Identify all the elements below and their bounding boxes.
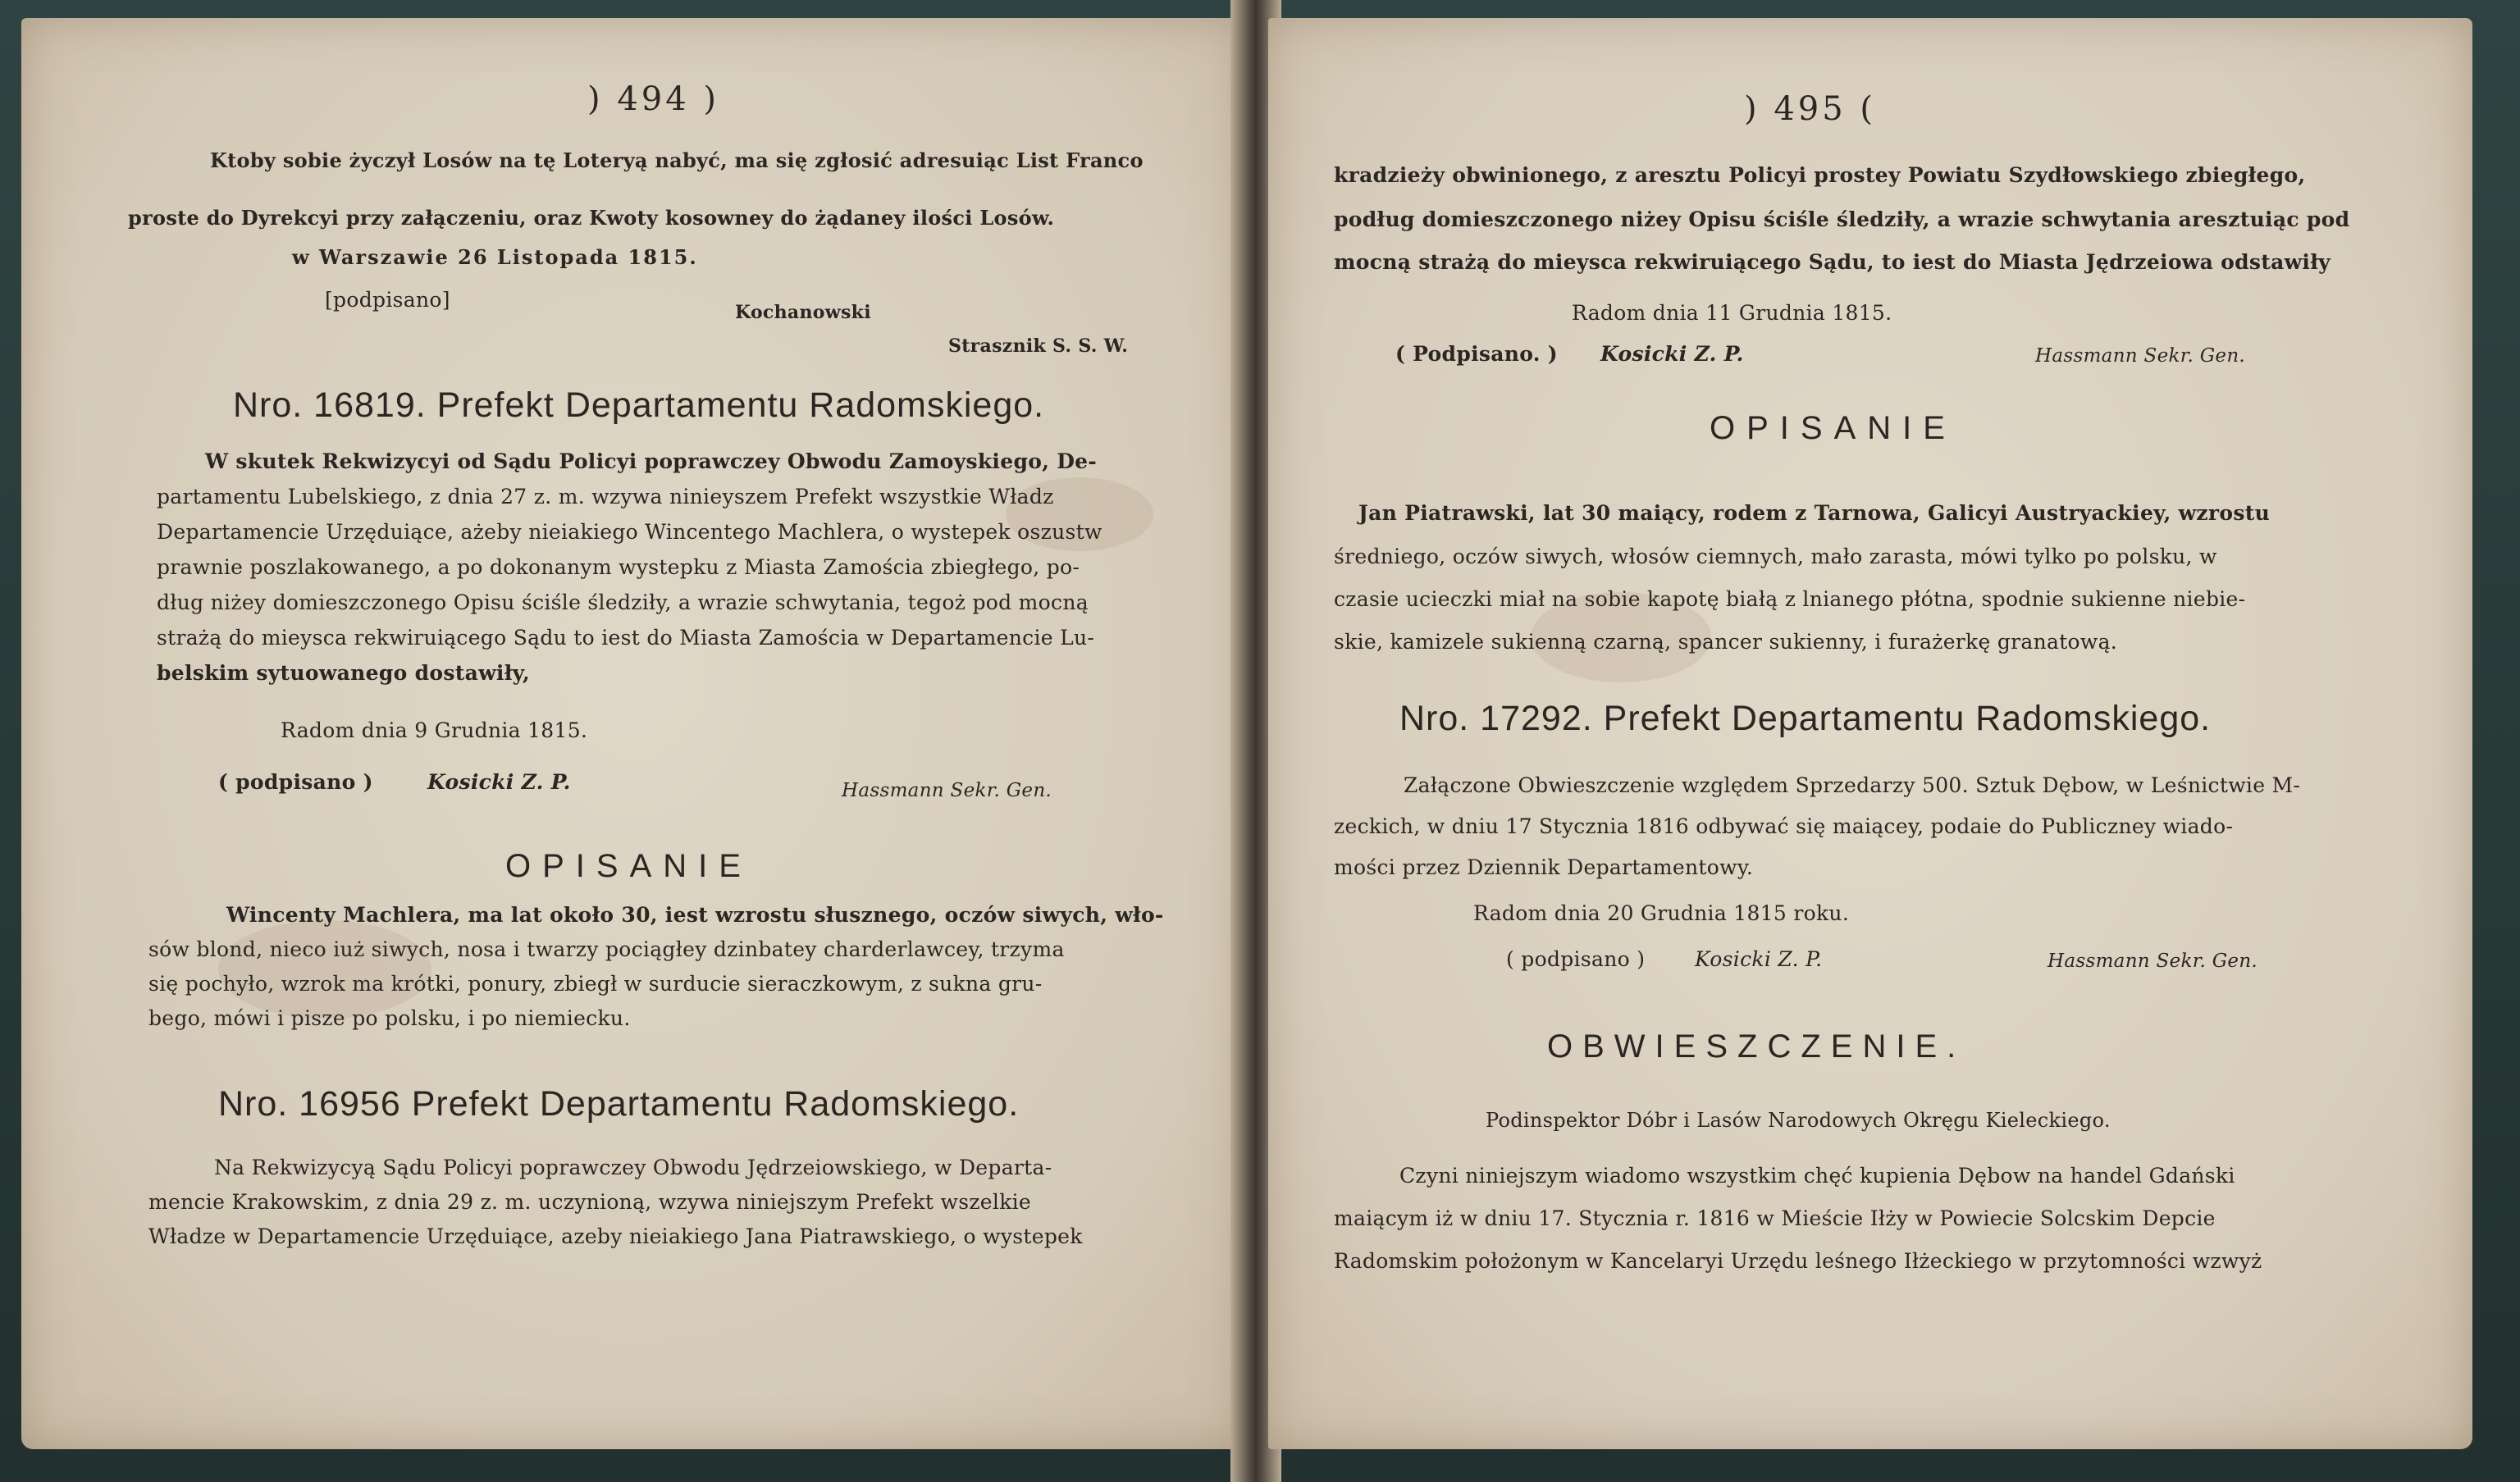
announcement-line: maiącym iż w dniu 17. Stycznia r. 1816 w Mieście Iłży w Powiecie Solcskim Depcie (1334, 1206, 2216, 1230)
signer-name: Kochanowski (735, 302, 871, 323)
notice-heading: Nro. 17292. Prefekt Departamentu Radomskiego. (1399, 699, 2212, 738)
notice-heading: Nro. 16956 Prefekt Departamentu Radomskiego. (218, 1084, 1020, 1124)
notice-line: prawnie poszlakowanego, a po dokonanym wystepku z Miasta Zamościa zbiegłego, po- (157, 555, 1080, 579)
secretary-name: Hassmann Sekr. Gen. (842, 780, 1052, 801)
description-line: Wincenty Machlera, ma lat około 30, iest wzrostu słusznego, oczów siwych, wło- (226, 903, 1164, 927)
section-title: OPISANIE (505, 848, 752, 884)
intro-line: w Warszawie 26 Listopada 1815. (292, 245, 698, 269)
notice-line: Załączone Obwieszczenie względem Sprzedarzy 500. Sztuk Dębow, w Leśnictwie M- (1404, 773, 2301, 797)
signed-label: ( Podpisano. ) (1395, 342, 1558, 366)
notice-line: zeckich, w dniu 17 Stycznia 1816 odbywać się maiącey, podaie do Publiczney wiado- (1334, 814, 2234, 838)
description-line: skie, kamizele sukienną czarną, spancer sukienny, i furażerkę granatową. (1334, 630, 2118, 654)
description-line: średniego, oczów siwych, włosów ciemnych, mało zarasta, mówi tylko po polsku, w (1334, 545, 2217, 568)
section-title: OPISANIE (1710, 410, 1956, 446)
signer-name: Kosicki Z. P. (427, 770, 571, 794)
signed-label: ( podpisano ) (1506, 947, 1646, 971)
notice-line: mencie Krakowskim, z dnia 29 z. m. uczynioną, wzywa niniejszym Prefekt wszelkie (148, 1190, 1032, 1214)
section-title: OBWIESZCZENIE. (1547, 1028, 1966, 1065)
description-line: Jan Piatrawski, lat 30 maiący, rodem z Tarnowa, Galicyi Austryackiey, wzrostu (1358, 501, 2271, 525)
intro-line: podług domieszczonego niżey Opisu ściśle śledziły, a wrazie schwytania aresztuiąc pod (1334, 207, 2350, 231)
intro-line: Ktoby sobie życzył Losów na tę Loteryą nabyć, ma się zgłosić adresuiąc List Franco (210, 148, 1144, 172)
notice-line: Władze w Departamencie Urzęduiące, azeby nieiakiego Jana Piatrawskiego, o wystepek (148, 1224, 1083, 1248)
announcement-line: Czyni niniejszym wiadomo wszystkim chęć kupienia Dębow na handel Gdański (1399, 1164, 2235, 1188)
description-line: się pochyło, wzrok ma krótki, ponury, zbiegł w surducie sieraczkowym, z sukna gru- (148, 972, 1043, 996)
intro-line: proste do Dyrekcyi przy załączeniu, oraz Kwoty kosowney do żądaney ilości Losów. (128, 206, 1055, 230)
intro-date: Radom dnia 11 Grudnia 1815. (1572, 301, 1892, 325)
left-page (21, 18, 1244, 1449)
intro-line: mocną strażą do mieysca rekwiruiącego Sądu, to iest do Miasta Jędrzeiowa odstawiły (1334, 250, 2331, 274)
description-line: czasie ucieczki miał na sobie kapotę białą z lnianego płótna, spodnie sukienne niebie- (1334, 587, 2246, 611)
signed-label: ( podpisano ) (218, 770, 373, 794)
page-number-right: ) 495 ( (1744, 90, 1876, 128)
description-line: bego, mówi i pisze po polsku, i po niemiecku. (148, 1006, 631, 1030)
notice-line: mości przez Dziennik Departamentowy. (1334, 855, 1754, 879)
notice-date: Radom dnia 9 Grudnia 1815. (281, 718, 588, 742)
notice-line: strażą do mieysca rekwiruiącego Sądu to iest do Miasta Zamościa w Departamencie Lu- (157, 626, 1095, 650)
description-line: sów blond, nieco iuż siwych, nosa i twarzy pociągłey dzinbatey charderlawcey, trzyma (148, 937, 1065, 961)
signer-title: Strasznik S. S. W. (948, 335, 1129, 357)
notice-line: dług niżey domieszczonego Opisu ściśle śledziły, a wrazie schwytania, tegoż pod mocną (157, 591, 1089, 614)
notice-line: Na Rekwizycyą Sądu Policyi poprawczey Obwodu Jędrzeiowskiego, w Departa- (214, 1156, 1052, 1179)
section-subtitle: Podinspektor Dóbr i Lasów Narodowych Okręgu Kieleckiego. (1486, 1109, 2111, 1132)
notice-line: W skutek Rekwizycyi od Sądu Policyi poprawczey Obwodu Zamoyskiego, De- (205, 449, 1098, 473)
signer-name: Kosicki Z. P. (1695, 947, 1823, 971)
intro-line: kradzieży obwinionego, z aresztu Policyi prostey Powiatu Szydłowskiego zbiegłego, (1334, 163, 2306, 187)
notice-date: Radom dnia 20 Grudnia 1815 roku. (1473, 901, 1850, 925)
signer-name: Kosicki Z. P. (1600, 342, 1744, 366)
right-page (1268, 18, 2472, 1449)
page-number-left: ) 494 ) (587, 80, 719, 118)
secretary-name: Hassmann Sekr. Gen. (2035, 345, 2246, 367)
stain (218, 920, 431, 1019)
announcement-line: Radomskim położonym w Kancelaryi Urzędu leśnego Iłżeckiego w przytomności wzwyż (1334, 1249, 2262, 1273)
notice-heading: Nro. 16819. Prefekt Departamentu Radomskiego. (233, 385, 1045, 425)
signed-label: [podpisano] (325, 288, 450, 312)
notice-line: belskim sytuowanego dostawiły, (157, 661, 531, 685)
secretary-name: Hassmann Sekr. Gen. (2048, 951, 2258, 972)
notice-line: Departamencie Urzęduiące, ażeby nieiakiego Wincentego Machlera, o wystepek oszustw (157, 520, 1102, 544)
notice-line: partamentu Lubelskiego, z dnia 27 z. m. wzywa ninieyszem Prefekt wszystkie Władz (157, 485, 1054, 508)
